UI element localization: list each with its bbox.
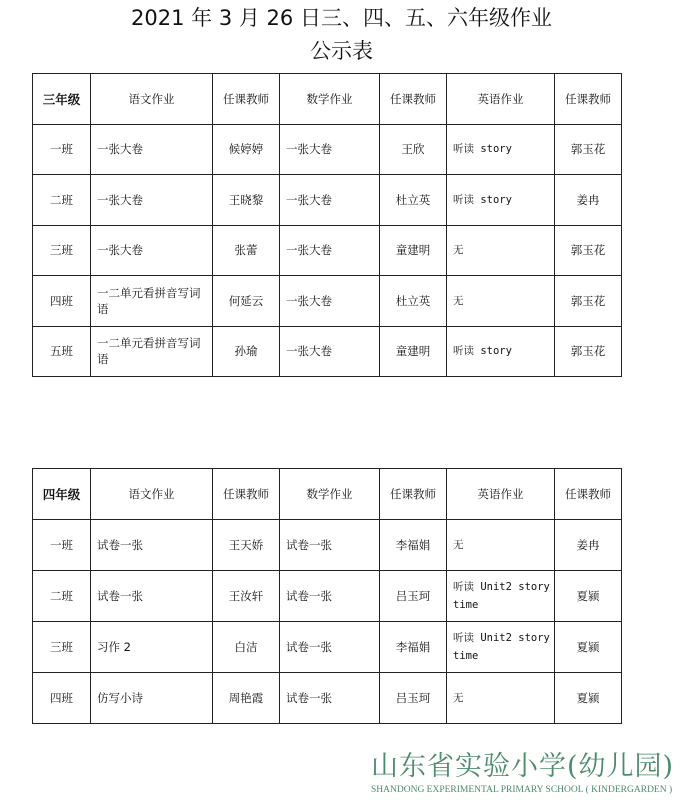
teacher-cell: 王欣 [380,124,447,175]
chinese-homework-cell: 一张大卷 [91,175,213,226]
table-row [33,622,622,673]
column-header: 任课教师 [555,469,622,520]
class-cell: 三班 [33,622,91,673]
math-homework-cell: 试卷一张 [280,622,380,673]
english-homework-cell: 听读 story [447,326,555,377]
class-cell: 四班 [33,673,91,724]
teacher-cell: 李福娟 [380,520,447,571]
school-english-name-watermark: SHANDONG EXPERIMENTAL PRIMARY SCHOOL ( KINDERGARDEN ) [371,785,673,795]
english-homework-cell: 无 [447,276,555,327]
teacher-cell: 郭玉花 [555,326,622,377]
class-cell: 一班 [33,520,91,571]
english-homework-cell: 无 [447,225,555,276]
chinese-homework-cell: 试卷一张 [91,520,213,571]
teacher-cell: 杜立英 [380,276,447,327]
page-title-line-1: 2021 年 3 月 26 日三、四、五、六年级作业 [131,6,552,30]
math-homework-cell: 试卷一张 [280,571,380,622]
math-homework-cell: 试卷一张 [280,673,380,724]
chinese-homework-cell: 试卷一张 [91,571,213,622]
school-watermark [371,750,675,796]
page-title-line-2: 公示表 [310,39,373,63]
teacher-cell: 王汝轩 [213,571,280,622]
teacher-cell: 李福娟 [380,622,447,673]
teacher-cell: 夏颍 [555,571,622,622]
class-cell: 五班 [33,326,91,377]
math-homework-cell: 试卷一张 [280,520,380,571]
english-homework-cell: 无 [447,673,555,724]
teacher-cell: 王晓黎 [213,175,280,226]
grade-header: 四年级 [33,469,91,520]
english-homework-cell: 听读 story [447,175,555,226]
school-name-watermark: 山东省实验小学(幼儿园) [371,751,675,782]
table-header-row [33,74,622,125]
chinese-homework-cell: 一张大卷 [91,225,213,276]
english-homework-cell: 听读 story [447,124,555,175]
column-header: 任课教师 [380,74,447,125]
chinese-homework-cell: 一张大卷 [91,124,213,175]
math-homework-cell: 一张大卷 [280,175,380,226]
teacher-cell: 白洁 [213,622,280,673]
teacher-cell: 吕玉珂 [380,673,447,724]
teacher-cell: 周艳霞 [213,673,280,724]
english-homework-cell: 听读 Unit2 story time [447,571,555,622]
teacher-cell: 夏颍 [555,622,622,673]
chinese-homework-cell: 一二单元看拼音写词语 [91,326,213,377]
table-row [33,276,622,327]
table-row [33,175,622,226]
teacher-cell: 王天娇 [213,520,280,571]
grade-3-homework-table [32,73,622,377]
table-row [33,520,622,571]
math-homework-cell: 一张大卷 [280,276,380,327]
column-header: 英语作业 [447,469,555,520]
teacher-cell: 孙瑜 [213,326,280,377]
teacher-cell: 杜立英 [380,175,447,226]
teacher-cell: 何延云 [213,276,280,327]
english-homework-cell: 无 [447,520,555,571]
class-cell: 四班 [33,276,91,327]
column-header: 任课教师 [213,469,280,520]
table-row [33,673,622,724]
teacher-cell: 郭玉花 [555,276,622,327]
column-header: 语文作业 [91,469,213,520]
teacher-cell: 夏颍 [555,673,622,724]
column-header: 数学作业 [280,469,380,520]
chinese-homework-cell: 仿写小诗 [91,673,213,724]
grade-4-homework-table [32,468,622,724]
teacher-cell: 童建明 [380,225,447,276]
math-homework-cell: 一张大卷 [280,124,380,175]
math-homework-cell: 一张大卷 [280,225,380,276]
column-header: 任课教师 [213,74,280,125]
teacher-cell: 郭玉花 [555,225,622,276]
teacher-cell: 姜冉 [555,175,622,226]
column-header: 英语作业 [447,74,555,125]
column-header: 任课教师 [380,469,447,520]
table-row [33,225,622,276]
grade-header: 三年级 [33,74,91,125]
table-row [33,124,622,175]
teacher-cell: 吕玉珂 [380,571,447,622]
class-cell: 一班 [33,124,91,175]
chinese-homework-cell: 习作 2 [91,622,213,673]
class-cell: 三班 [33,225,91,276]
table-row [33,326,622,377]
math-homework-cell: 一张大卷 [280,326,380,377]
column-header: 任课教师 [555,74,622,125]
teacher-cell: 童建明 [380,326,447,377]
english-homework-cell: 听读 Unit2 story time [447,622,555,673]
class-cell: 二班 [33,571,91,622]
teacher-cell: 姜冉 [555,520,622,571]
teacher-cell: 郭玉花 [555,124,622,175]
teacher-cell: 张蕾 [213,225,280,276]
chinese-homework-cell: 一二单元看拼音写词语 [91,276,213,327]
teacher-cell: 候婷婷 [213,124,280,175]
class-cell: 二班 [33,175,91,226]
column-header: 语文作业 [91,74,213,125]
table-row [33,571,622,622]
column-header: 数学作业 [280,74,380,125]
table-header-row [33,469,622,520]
